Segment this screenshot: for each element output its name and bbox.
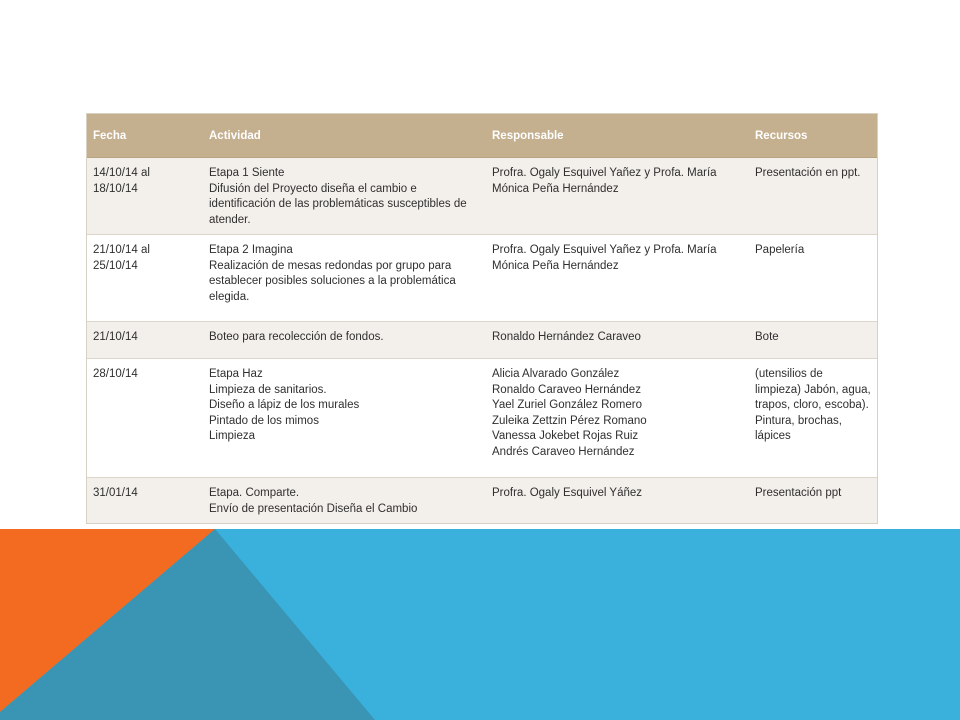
responsable-line: Alicia Alvarado González <box>492 368 620 380</box>
cell-actividad <box>203 158 486 235</box>
cell-fecha <box>87 235 203 322</box>
fecha-text: 31/01/14 <box>93 487 138 499</box>
header-responsable: Responsable <box>486 114 749 158</box>
responsable-line: Zuleika Zettzin Pérez Romano <box>492 414 647 427</box>
cell-fecha <box>87 322 203 359</box>
recursos-line: Presentación en ppt. <box>755 167 861 179</box>
cell-fecha <box>87 359 203 478</box>
actividad-line: Pintado de los mimos <box>209 414 319 427</box>
actividad-line: Etapa 1 Siente <box>209 167 285 179</box>
cell-recursos <box>749 478 877 524</box>
cell-fecha <box>87 478 203 524</box>
recursos-line: (utensilios de limpieza) Jabón, agua, trapos, cloro, escoba). <box>755 368 871 411</box>
cell-actividad <box>203 359 486 478</box>
actividad-line: Etapa Haz <box>209 368 263 380</box>
header-recursos: Recursos <box>749 114 877 158</box>
actividad-line: Limpieza de sanitarios. <box>209 383 327 396</box>
responsable-line: Ronaldo Caraveo Hernández <box>492 383 641 396</box>
cell-responsable <box>486 359 749 478</box>
cell-recursos <box>749 158 877 235</box>
actividad-line: Envío de presentación Diseña el Cambio <box>209 502 418 515</box>
table-row <box>87 478 877 524</box>
actividad-line: Etapa 2 Imagina <box>209 244 293 256</box>
cell-responsable <box>486 235 749 322</box>
cell-responsable <box>486 158 749 235</box>
recursos-line: Papelería <box>755 244 805 256</box>
schedule-table-container <box>86 113 878 524</box>
fecha-text: 21/10/14 al 25/10/14 <box>93 244 150 272</box>
responsable-line: Profra. Ogaly Esquivel Yáñez <box>492 487 643 499</box>
table-row <box>87 322 877 359</box>
cell-actividad <box>203 322 486 359</box>
cell-responsable <box>486 478 749 524</box>
fecha-text: 14/10/14 al 18/10/14 <box>93 167 150 195</box>
actividad-line: Boteo para recolección de fondos. <box>209 331 384 343</box>
table-header-row <box>87 114 877 158</box>
fecha-text: 28/10/14 <box>93 368 138 380</box>
table-row <box>87 158 877 235</box>
cell-fecha <box>87 158 203 235</box>
actividad-line: Diseño a lápiz de los murales <box>209 399 360 411</box>
cell-recursos <box>749 235 877 322</box>
header-actividad: Actividad <box>203 114 486 158</box>
cell-responsable <box>486 322 749 359</box>
cell-recursos <box>749 322 877 359</box>
table-row <box>87 235 877 322</box>
recursos-line: Bote <box>755 331 779 343</box>
responsable-line: Profra. Ogaly Esquivel Yañez y Profa. María Mónica Peña Hernández <box>492 244 717 272</box>
actividad-line: Limpieza <box>209 430 256 442</box>
recursos-line: Presentación ppt <box>755 487 842 499</box>
responsable-line: Yael Zuriel González Romero <box>492 399 642 411</box>
actividad-line: Realización de mesas redondas por grupo para establecer posibles soluciones a la problemática elegida. <box>209 259 456 303</box>
recursos-line: Pintura, brochas, lápices <box>755 414 842 442</box>
responsable-line: Profra. Ogaly Esquivel Yañez y Profa. María Mónica Peña Hernández <box>492 167 717 195</box>
schedule-table <box>87 114 877 523</box>
actividad-line: Difusión del Proyecto diseña el cambio e identificación de las problemáticas susceptibles de atender. <box>209 182 467 226</box>
responsable-line: Ronaldo Hernández Caraveo <box>492 331 641 343</box>
cell-actividad <box>203 235 486 322</box>
header-fecha: Fecha <box>87 114 203 158</box>
table-row <box>87 359 877 478</box>
actividad-line: Etapa. Comparte. <box>209 487 300 499</box>
cell-recursos <box>749 359 877 478</box>
cell-actividad <box>203 478 486 524</box>
fecha-text: 21/10/14 <box>93 331 138 343</box>
responsable-line: Vanessa Jokebet Rojas Ruiz <box>492 430 639 442</box>
responsable-line: Andrés Caraveo Hernández <box>492 445 635 458</box>
